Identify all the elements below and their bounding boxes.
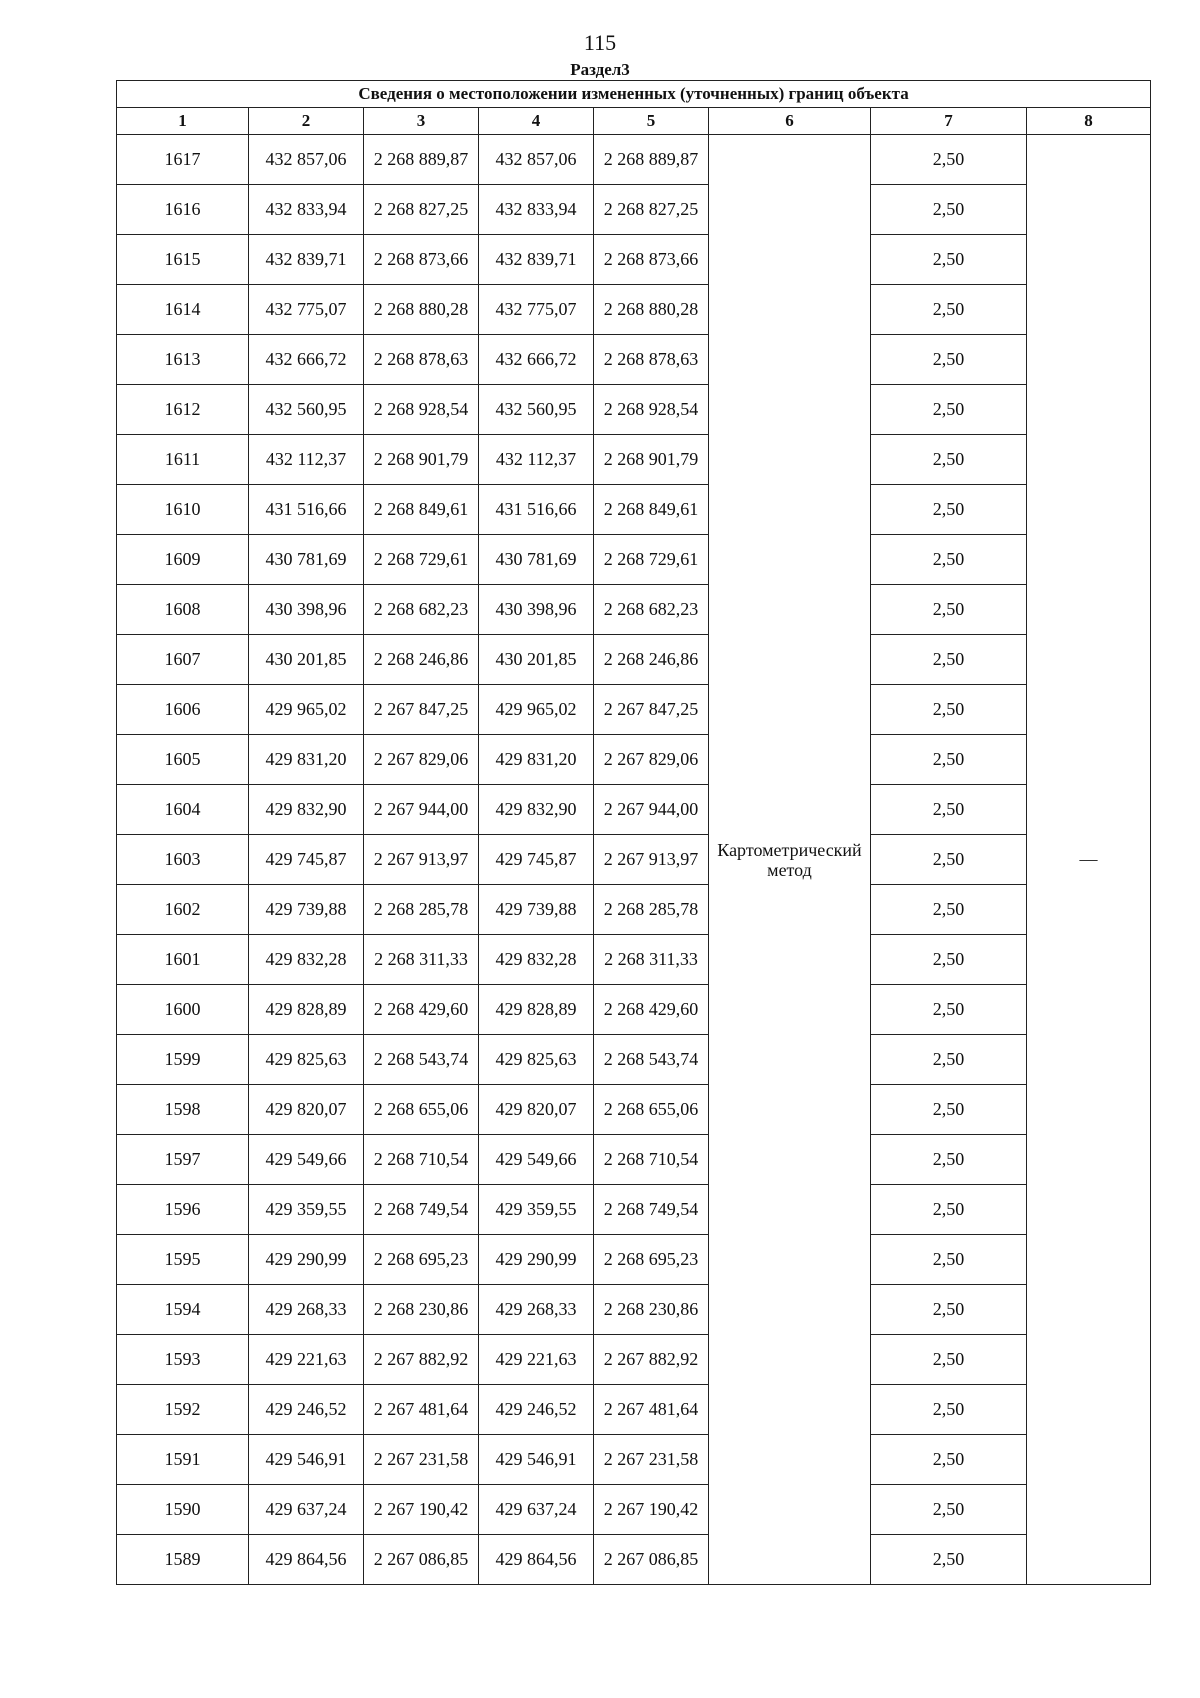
column-number-row <box>117 108 1151 135</box>
accuracy-cell: 2,50 <box>871 1535 1027 1585</box>
column-number-5: 5 <box>594 108 709 135</box>
point-number-cell: 1613 <box>117 335 249 385</box>
table-row <box>117 585 1151 635</box>
x-old-cell: 431 516,66 <box>249 485 364 535</box>
x-new-cell: 429 546,91 <box>479 1435 594 1485</box>
point-number-cell: 1604 <box>117 785 249 835</box>
x-old-cell: 429 965,02 <box>249 685 364 735</box>
y-new-cell: 2 268 849,61 <box>594 485 709 535</box>
y-old-cell: 2 268 543,74 <box>364 1035 479 1085</box>
accuracy-cell: 2,50 <box>871 385 1027 435</box>
x-new-cell: 429 246,52 <box>479 1385 594 1435</box>
y-new-cell: 2 268 543,74 <box>594 1035 709 1085</box>
x-old-cell: 429 825,63 <box>249 1035 364 1085</box>
y-old-cell: 2 268 246,86 <box>364 635 479 685</box>
x-new-cell: 432 857,06 <box>479 135 594 185</box>
table-row <box>117 785 1151 835</box>
y-new-cell: 2 268 749,54 <box>594 1185 709 1235</box>
y-old-cell: 2 268 655,06 <box>364 1085 479 1135</box>
y-new-cell: 2 267 847,25 <box>594 685 709 735</box>
point-number-cell: 1601 <box>117 935 249 985</box>
x-new-cell: 430 781,69 <box>479 535 594 585</box>
x-old-cell: 429 546,91 <box>249 1435 364 1485</box>
x-old-cell: 432 775,07 <box>249 285 364 335</box>
accuracy-cell: 2,50 <box>871 1235 1027 1285</box>
point-number-cell: 1592 <box>117 1385 249 1435</box>
y-old-cell: 2 268 429,60 <box>364 985 479 1035</box>
table-row <box>117 385 1151 435</box>
x-new-cell: 429 864,56 <box>479 1535 594 1585</box>
accuracy-cell: 2,50 <box>871 585 1027 635</box>
accuracy-cell: 2,50 <box>871 985 1027 1035</box>
x-old-cell: 429 745,87 <box>249 835 364 885</box>
x-new-cell: 429 268,33 <box>479 1285 594 1335</box>
y-new-cell: 2 268 710,54 <box>594 1135 709 1185</box>
y-new-cell: 2 268 695,23 <box>594 1235 709 1285</box>
accuracy-cell: 2,50 <box>871 635 1027 685</box>
point-number-cell: 1593 <box>117 1335 249 1385</box>
accuracy-cell: 2,50 <box>871 785 1027 835</box>
table-row <box>117 985 1151 1035</box>
y-new-cell: 2 268 682,23 <box>594 585 709 635</box>
point-number-cell: 1589 <box>117 1535 249 1585</box>
point-number-cell: 1591 <box>117 1435 249 1485</box>
y-old-cell: 2 268 901,79 <box>364 435 479 485</box>
y-old-cell: 2 267 913,97 <box>364 835 479 885</box>
y-new-cell: 2 268 889,87 <box>594 135 709 185</box>
column-number-2: 2 <box>249 108 364 135</box>
point-number-cell: 1596 <box>117 1185 249 1235</box>
x-old-cell: 432 560,95 <box>249 385 364 435</box>
y-new-cell: 2 267 190,42 <box>594 1485 709 1535</box>
accuracy-cell: 2,50 <box>871 1085 1027 1135</box>
point-number-cell: 1616 <box>117 185 249 235</box>
y-new-cell: 2 268 246,86 <box>594 635 709 685</box>
table-row <box>117 735 1151 785</box>
y-new-cell: 2 268 827,25 <box>594 185 709 235</box>
y-old-cell: 2 267 190,42 <box>364 1485 479 1535</box>
y-new-cell: 2 268 230,86 <box>594 1285 709 1335</box>
x-new-cell: 429 828,89 <box>479 985 594 1035</box>
x-old-cell: 429 268,33 <box>249 1285 364 1335</box>
accuracy-cell: 2,50 <box>871 885 1027 935</box>
point-number-cell: 1595 <box>117 1235 249 1285</box>
point-number-cell: 1607 <box>117 635 249 685</box>
y-old-cell: 2 268 749,54 <box>364 1185 479 1235</box>
x-old-cell: 429 290,99 <box>249 1235 364 1285</box>
x-old-cell: 430 781,69 <box>249 535 364 585</box>
note-cell: — <box>1027 135 1151 1585</box>
column-number-8: 8 <box>1027 108 1151 135</box>
y-old-cell: 2 267 944,00 <box>364 785 479 835</box>
column-number-6: 6 <box>709 108 871 135</box>
accuracy-cell: 2,50 <box>871 835 1027 885</box>
y-new-cell: 2 267 913,97 <box>594 835 709 885</box>
y-new-cell: 2 267 944,00 <box>594 785 709 835</box>
y-old-cell: 2 268 695,23 <box>364 1235 479 1285</box>
table-row <box>117 1385 1151 1435</box>
point-number-cell: 1614 <box>117 285 249 335</box>
x-new-cell: 429 359,55 <box>479 1185 594 1235</box>
x-old-cell: 429 637,24 <box>249 1485 364 1535</box>
point-number-cell: 1611 <box>117 435 249 485</box>
table-row <box>117 285 1151 335</box>
column-number-3: 3 <box>364 108 479 135</box>
y-new-cell: 2 267 086,85 <box>594 1535 709 1585</box>
accuracy-cell: 2,50 <box>871 1035 1027 1085</box>
y-new-cell: 2 268 878,63 <box>594 335 709 385</box>
x-old-cell: 429 831,20 <box>249 735 364 785</box>
accuracy-cell: 2,50 <box>871 335 1027 385</box>
x-new-cell: 432 560,95 <box>479 385 594 435</box>
table-row <box>117 835 1151 885</box>
x-old-cell: 429 832,90 <box>249 785 364 835</box>
table-row <box>117 1435 1151 1485</box>
accuracy-cell: 2,50 <box>871 135 1027 185</box>
y-old-cell: 2 268 889,87 <box>364 135 479 185</box>
point-number-cell: 1600 <box>117 985 249 1035</box>
x-new-cell: 429 965,02 <box>479 685 594 735</box>
y-old-cell: 2 267 882,92 <box>364 1335 479 1385</box>
table-row <box>117 935 1151 985</box>
y-old-cell: 2 268 230,86 <box>364 1285 479 1335</box>
point-number-cell: 1615 <box>117 235 249 285</box>
column-number-1: 1 <box>117 108 249 135</box>
y-old-cell: 2 267 829,06 <box>364 735 479 785</box>
x-new-cell: 432 775,07 <box>479 285 594 335</box>
point-number-cell: 1599 <box>117 1035 249 1085</box>
y-old-cell: 2 268 878,63 <box>364 335 479 385</box>
accuracy-cell: 2,50 <box>871 735 1027 785</box>
x-old-cell: 432 839,71 <box>249 235 364 285</box>
x-old-cell: 429 221,63 <box>249 1335 364 1385</box>
accuracy-cell: 2,50 <box>871 1485 1027 1535</box>
x-old-cell: 432 833,94 <box>249 185 364 235</box>
x-new-cell: 429 221,63 <box>479 1335 594 1385</box>
point-number-cell: 1617 <box>117 135 249 185</box>
point-number-cell: 1602 <box>117 885 249 935</box>
x-old-cell: 430 201,85 <box>249 635 364 685</box>
accuracy-cell: 2,50 <box>871 1335 1027 1385</box>
x-new-cell: 429 745,87 <box>479 835 594 885</box>
accuracy-cell: 2,50 <box>871 1135 1027 1185</box>
table-caption: Сведения о местоположении измененных (уточненных) границ объекта <box>117 81 1151 108</box>
x-new-cell: 430 201,85 <box>479 635 594 685</box>
x-old-cell: 429 820,07 <box>249 1085 364 1135</box>
x-new-cell: 432 666,72 <box>479 335 594 385</box>
accuracy-cell: 2,50 <box>871 535 1027 585</box>
x-new-cell: 429 290,99 <box>479 1235 594 1285</box>
y-new-cell: 2 268 285,78 <box>594 885 709 935</box>
y-old-cell: 2 267 481,64 <box>364 1385 479 1435</box>
y-old-cell: 2 268 928,54 <box>364 385 479 435</box>
table-row <box>117 1485 1151 1535</box>
table-row <box>117 235 1151 285</box>
y-old-cell: 2 268 873,66 <box>364 235 479 285</box>
x-new-cell: 431 516,66 <box>479 485 594 535</box>
y-new-cell: 2 268 311,33 <box>594 935 709 985</box>
x-new-cell: 429 831,20 <box>479 735 594 785</box>
y-old-cell: 2 268 849,61 <box>364 485 479 535</box>
point-number-cell: 1608 <box>117 585 249 635</box>
x-old-cell: 429 739,88 <box>249 885 364 935</box>
point-number-cell: 1606 <box>117 685 249 735</box>
y-new-cell: 2 268 729,61 <box>594 535 709 585</box>
table-row <box>117 135 1151 185</box>
point-number-cell: 1612 <box>117 385 249 435</box>
table-body <box>117 135 1151 1585</box>
y-old-cell: 2 268 729,61 <box>364 535 479 585</box>
y-old-cell: 2 268 880,28 <box>364 285 479 335</box>
x-new-cell: 432 112,37 <box>479 435 594 485</box>
table-row <box>117 1085 1151 1135</box>
x-old-cell: 432 112,37 <box>249 435 364 485</box>
table-row <box>117 335 1151 385</box>
accuracy-cell: 2,50 <box>871 435 1027 485</box>
table-row <box>117 635 1151 685</box>
point-number-cell: 1594 <box>117 1285 249 1335</box>
method-cell: Картометрический метод <box>709 135 871 1585</box>
y-new-cell: 2 267 481,64 <box>594 1385 709 1435</box>
y-new-cell: 2 267 231,58 <box>594 1435 709 1485</box>
table-row <box>117 185 1151 235</box>
y-new-cell: 2 267 829,06 <box>594 735 709 785</box>
x-old-cell: 432 666,72 <box>249 335 364 385</box>
y-new-cell: 2 268 655,06 <box>594 1085 709 1135</box>
point-number-cell: 1598 <box>117 1085 249 1135</box>
table-row <box>117 1135 1151 1185</box>
accuracy-cell: 2,50 <box>871 1385 1027 1435</box>
y-old-cell: 2 268 710,54 <box>364 1135 479 1185</box>
section-title: Раздел3 <box>570 60 630 79</box>
y-new-cell: 2 267 882,92 <box>594 1335 709 1385</box>
accuracy-cell: 2,50 <box>871 285 1027 335</box>
point-number-cell: 1597 <box>117 1135 249 1185</box>
y-old-cell: 2 268 285,78 <box>364 885 479 935</box>
y-old-cell: 2 267 847,25 <box>364 685 479 735</box>
accuracy-cell: 2,50 <box>871 485 1027 535</box>
y-old-cell: 2 268 682,23 <box>364 585 479 635</box>
x-old-cell: 432 857,06 <box>249 135 364 185</box>
x-new-cell: 429 832,28 <box>479 935 594 985</box>
x-new-cell: 429 820,07 <box>479 1085 594 1135</box>
accuracy-cell: 2,50 <box>871 935 1027 985</box>
point-number-cell: 1605 <box>117 735 249 785</box>
accuracy-cell: 2,50 <box>871 1185 1027 1235</box>
point-number-cell: 1609 <box>117 535 249 585</box>
accuracy-cell: 2,50 <box>871 685 1027 735</box>
table-row <box>117 1035 1151 1085</box>
column-number-7: 7 <box>871 108 1027 135</box>
coordinates-table <box>116 80 1151 1585</box>
x-new-cell: 432 833,94 <box>479 185 594 235</box>
x-new-cell: 432 839,71 <box>479 235 594 285</box>
x-new-cell: 429 832,90 <box>479 785 594 835</box>
table-row <box>117 535 1151 585</box>
x-old-cell: 429 832,28 <box>249 935 364 985</box>
x-old-cell: 429 864,56 <box>249 1535 364 1585</box>
y-new-cell: 2 268 429,60 <box>594 985 709 1035</box>
x-new-cell: 429 739,88 <box>479 885 594 935</box>
table-row <box>117 685 1151 735</box>
table-row <box>117 1535 1151 1585</box>
table-row <box>117 1235 1151 1285</box>
point-number-cell: 1603 <box>117 835 249 885</box>
accuracy-cell: 2,50 <box>871 1285 1027 1335</box>
table-row <box>117 435 1151 485</box>
y-old-cell: 2 268 311,33 <box>364 935 479 985</box>
x-old-cell: 429 549,66 <box>249 1135 364 1185</box>
accuracy-cell: 2,50 <box>871 1435 1027 1485</box>
x-old-cell: 429 246,52 <box>249 1385 364 1435</box>
y-new-cell: 2 268 901,79 <box>594 435 709 485</box>
y-new-cell: 2 268 928,54 <box>594 385 709 435</box>
table-row <box>117 1335 1151 1385</box>
accuracy-cell: 2,50 <box>871 235 1027 285</box>
x-old-cell: 429 828,89 <box>249 985 364 1035</box>
table-row <box>117 885 1151 935</box>
y-old-cell: 2 267 231,58 <box>364 1435 479 1485</box>
point-number-cell: 1610 <box>117 485 249 535</box>
table-row <box>117 1285 1151 1335</box>
x-old-cell: 429 359,55 <box>249 1185 364 1235</box>
x-new-cell: 429 549,66 <box>479 1135 594 1185</box>
y-old-cell: 2 267 086,85 <box>364 1535 479 1585</box>
x-new-cell: 430 398,96 <box>479 585 594 635</box>
point-number-cell: 1590 <box>117 1485 249 1535</box>
table-row <box>117 485 1151 535</box>
accuracy-cell: 2,50 <box>871 185 1027 235</box>
x-new-cell: 429 825,63 <box>479 1035 594 1085</box>
y-new-cell: 2 268 880,28 <box>594 285 709 335</box>
x-new-cell: 429 637,24 <box>479 1485 594 1535</box>
page-number: 115 <box>583 30 617 55</box>
y-old-cell: 2 268 827,25 <box>364 185 479 235</box>
column-number-4: 4 <box>479 108 594 135</box>
y-new-cell: 2 268 873,66 <box>594 235 709 285</box>
table-row <box>117 1185 1151 1235</box>
x-old-cell: 430 398,96 <box>249 585 364 635</box>
